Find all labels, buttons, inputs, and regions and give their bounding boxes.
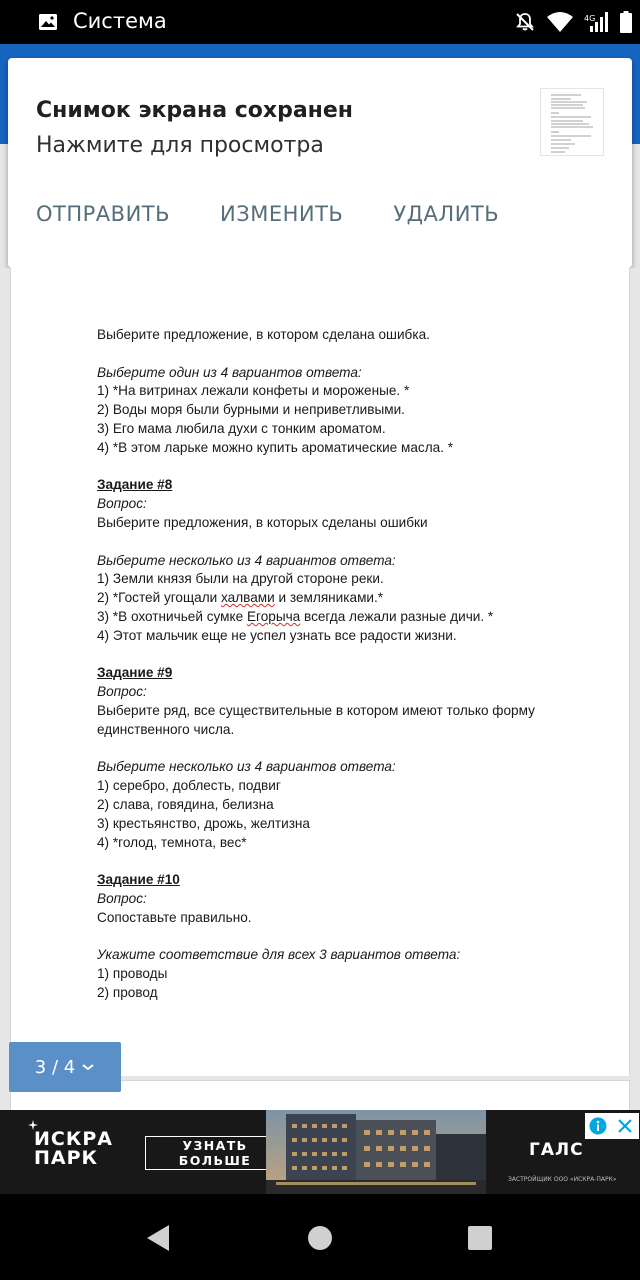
developer-note: ЗАСТРОЙЩИК ООО «ИСКРА-ПАРК» (508, 1176, 617, 1183)
notification-title: Снимок экрана сохранен (36, 98, 353, 123)
page-indicator[interactable] (9, 1042, 121, 1092)
battery-icon (620, 11, 632, 33)
document-line: 1) проводы (97, 966, 168, 982)
document-line: 1) *На витринах лежали конфеты и мороженые. * (97, 383, 410, 399)
blank-line (97, 740, 597, 759)
thumbnail-preview-icon (541, 89, 604, 156)
status-app-title: Система (73, 9, 167, 33)
brand-line-1: ИСКРА (34, 1128, 114, 1150)
blank-line (97, 646, 597, 665)
document-line: Выберите несколько из 4 вариантов ответа: (97, 552, 396, 568)
chevron-down-icon (81, 1062, 95, 1072)
ad-info-icon[interactable] (585, 1113, 611, 1139)
task-heading: Задание #10 (97, 872, 180, 888)
recents-icon[interactable] (458, 1216, 502, 1260)
bell-muted-icon (514, 11, 536, 33)
blank-line (97, 928, 597, 947)
ad-banner[interactable] (0, 1110, 640, 1194)
document-line: Вопрос: (97, 684, 147, 700)
notification-actions (36, 202, 499, 226)
document-line: Выберите предложения, в которых сделаны ошибки (97, 514, 428, 530)
document-line: 3) *В охотничьей сумке Егорыча всегда лежали разные дичи. * (97, 608, 494, 624)
star-icon (28, 1120, 38, 1130)
blank-line (97, 533, 597, 552)
document-line: Сопоставьте правильно. (97, 909, 252, 925)
brand-line-2: ПАРК (34, 1147, 99, 1169)
document-line: Выберите несколько из 4 вариантов ответа: (97, 759, 396, 775)
document-line: 2) слава, говядина, белизна (97, 796, 274, 812)
document-line: Вопрос: (97, 890, 147, 906)
status-bar (0, 0, 640, 44)
document-line: Выберите предложение, в котором сделана ошибка. (97, 327, 430, 342)
document-line: Вопрос: (97, 496, 147, 512)
document-line: 4) *голод, темнота, вес* (97, 834, 247, 850)
document-line: 4) *В этом ларьке можно купить ароматические масла. * (97, 439, 454, 455)
back-icon[interactable] (136, 1216, 180, 1260)
document-page (10, 268, 630, 1076)
learn-more-button[interactable]: УЗНАТЬ БОЛЬШЕ (145, 1136, 285, 1170)
document-line: 2) провод (97, 984, 158, 1000)
blank-line (97, 852, 597, 871)
document-line: 2) Воды моря были бурными и неприветливыми. (97, 402, 405, 418)
status-icons (514, 10, 632, 34)
home-icon[interactable] (298, 1216, 342, 1260)
document-line: единственного числа. (97, 721, 235, 737)
gals-logo: ГАЛС (529, 1140, 584, 1160)
document-line: 3) Его мама любила духи с тонким ароматом. (97, 420, 386, 436)
document-line: 3) крестьянство, дрожь, желтизна (97, 815, 310, 831)
document-line: 4) Этот мальчик еще не успел узнать все радости жизни. (97, 627, 457, 643)
building-photo (266, 1110, 486, 1194)
navigation-bar (0, 1194, 640, 1280)
document-line: Выберите один из 4 вариантов ответа: (97, 364, 362, 380)
document-line: Укажите соответствие для всех 3 вариантов ответа: (97, 947, 461, 963)
iskra-park-logo (34, 1124, 113, 1168)
share-button[interactable]: ОТПРАВИТЬ (36, 202, 171, 226)
gallery-icon (38, 12, 58, 32)
document-line: 1) серебро, доблесть, подвиг (97, 778, 281, 794)
ad-close-icon[interactable] (611, 1113, 639, 1139)
document-line: 1) Земли князя были на другой стороне реки. (97, 571, 384, 587)
document-viewer[interactable] (0, 268, 640, 1110)
screenshot-notification[interactable] (8, 58, 632, 268)
notification-subtitle: Нажмите для просмотра (36, 133, 324, 158)
page-indicator-label: 3 / 4 (34, 1056, 76, 1078)
task-heading: Задание #9 (97, 665, 173, 681)
signal-icon (584, 11, 610, 33)
document-text (97, 326, 597, 1003)
task-heading: Задание #8 (97, 477, 173, 493)
screenshot-thumbnail[interactable] (540, 88, 604, 156)
delete-button[interactable]: УДАЛИТЬ (393, 202, 500, 226)
edit-button[interactable]: ИЗМЕНИТЬ (220, 202, 344, 226)
document-line: 2) *Гостей угощали халвами и земляниками.* (97, 590, 384, 606)
svg-text:4G: 4G (584, 14, 596, 23)
wifi-icon (546, 11, 574, 33)
blank-line (97, 458, 597, 477)
document-line: Выберите ряд, все существительные в котором имеют только форму (97, 702, 535, 718)
blank-line (97, 345, 597, 364)
